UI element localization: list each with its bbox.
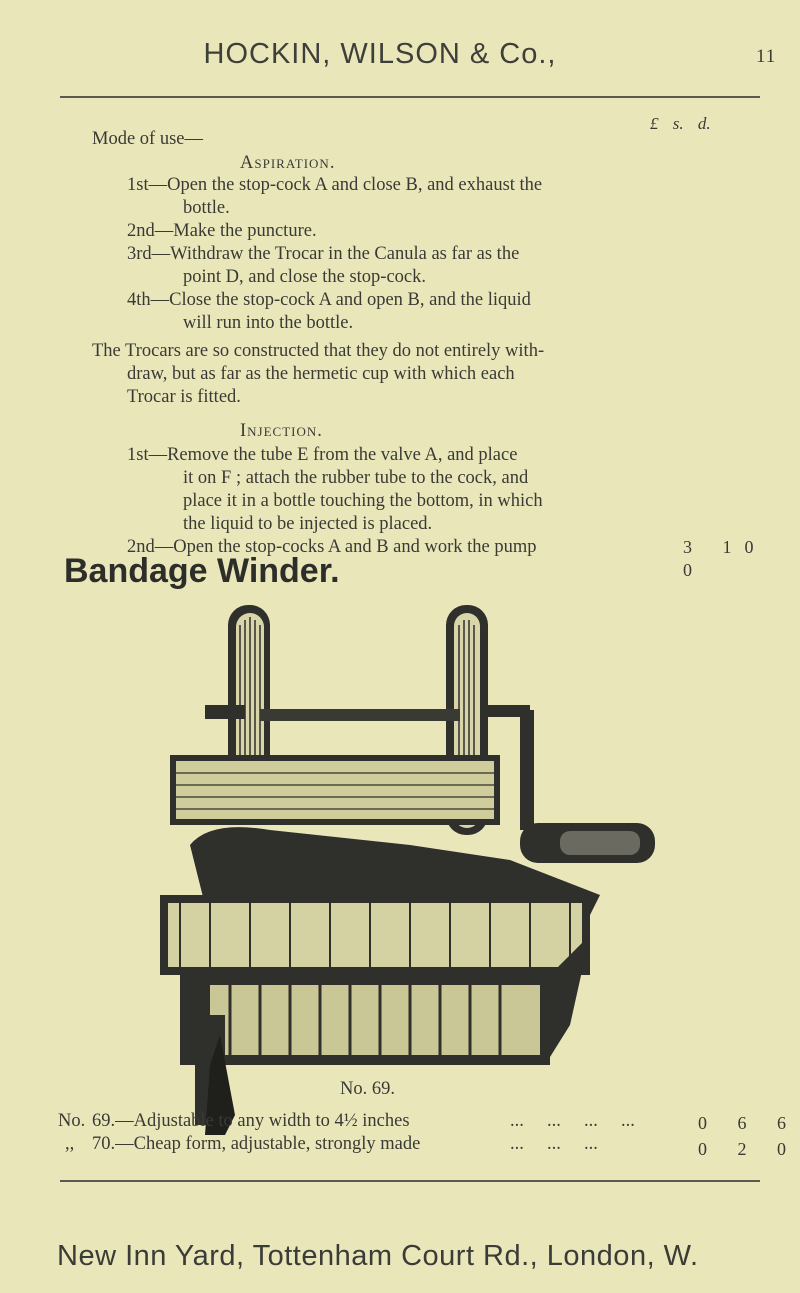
aspiration-step-3: 3rd—Withdraw the Trocar in the Canula as far as the point D, and close the stop-cock. — [127, 244, 520, 287]
item-69-price: 0 6 6 — [698, 1113, 799, 1133]
footer-rule — [60, 1180, 760, 1182]
currency-header — [650, 114, 711, 134]
aspiration-heading: Aspiration. — [240, 153, 336, 173]
injection-step-1: 1st—Remove the tube E from the valve A, and place it on F ; attach the rubber tube to the cock, and place it in a bottle touching the bottom, in which the liquid to be injected is placed. — [127, 445, 543, 534]
aspiration-step-4: 4th—Close the stop-cock A and open B, and the liquid will run into the bottle. — [127, 290, 531, 333]
page-number: 11 — [756, 46, 777, 67]
item-prefix-70: ,, — [65, 1134, 75, 1154]
trocar-note: The Trocars are so constructed that they do not entirely with- draw, but as far as the hermetic cup with which each Trocar is fitted. — [92, 341, 545, 407]
injection-heading: Injection. — [240, 421, 323, 441]
pounds-symbol: £ — [650, 114, 659, 133]
item-69-dots: ... ... ... ... — [510, 1111, 635, 1131]
bandage-winder-illustration — [150, 595, 660, 1135]
footer-address: New Inn Yard, Tottenham Court Rd., London, W. — [57, 1240, 699, 1272]
item-70-dots: ... ... ... — [510, 1134, 598, 1154]
shillings-symbol: s. — [672, 114, 684, 133]
aspiration-step-1: 1st—Open the stop-cock A and close B, and exhaust the bottle. — [127, 175, 543, 218]
injection-price: 3 10 0 — [683, 537, 767, 580]
aspiration-step-2: 2nd—Make the puncture. — [127, 221, 317, 241]
injection-step-2: 2nd—Open the stop-cocks A and B and work the pump — [127, 537, 537, 557]
illustration-caption: No. 69. — [340, 1079, 395, 1099]
mode-of-use-title: Mode of use— — [92, 129, 203, 149]
bandage-winder-heading: Bandage Winder. — [64, 552, 340, 590]
page-header: HOCKIN, WILSON & Co., — [203, 38, 557, 70]
item-70-description: 70.—Cheap form, adjustable, strongly made — [92, 1134, 421, 1154]
item-prefix-69: No. — [58, 1111, 86, 1131]
header-rule — [60, 96, 760, 98]
item-69-description: 69.—Adjustable to any width to 4½ inches — [92, 1111, 410, 1131]
item-70-price: 0 2 0 — [698, 1139, 799, 1159]
pence-symbol: d. — [697, 114, 711, 133]
